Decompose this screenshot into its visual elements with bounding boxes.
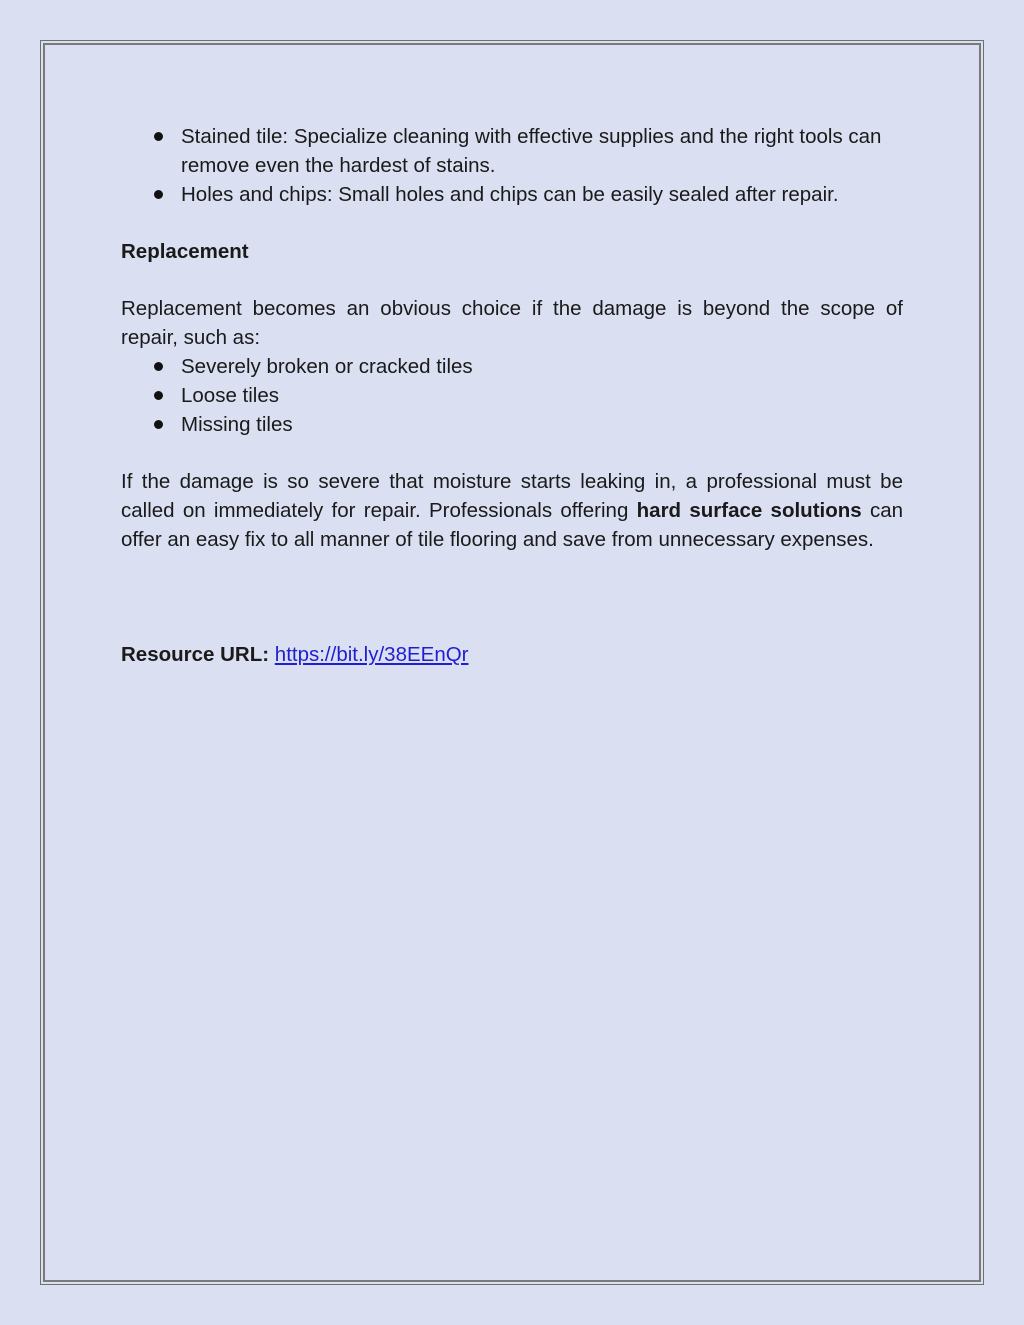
list-item: [121, 180, 903, 209]
closing-text-start: If the damage is so severe that moisture starts leaking in, a professional must be called on immediately for repair. Professionals offering: [121, 470, 903, 522]
bullet-icon: [154, 132, 163, 141]
bullet-icon: [154, 362, 163, 371]
closing-text-end: can offer an easy fix to all manner of tile flooring and save from unnecessary expenses.: [121, 499, 904, 551]
bullet-icon: [154, 190, 163, 199]
section-heading-replacement: Replacement: [121, 240, 249, 263]
bullet-icon: [154, 420, 163, 429]
top-bullet-list: [121, 122, 903, 209]
replacement-bullet-list: [121, 352, 903, 439]
replacement-intro: Replacement becomes an obvious choice if the damage is beyond the scope of repair, such as:: [121, 297, 903, 349]
list-item: [121, 410, 903, 439]
list-item-text: Loose tiles: [181, 384, 280, 407]
list-item-text: Holes and chips: Small holes and chips can be easily sealed after repair.: [181, 183, 839, 206]
list-item-text: Missing tiles: [181, 413, 293, 436]
resource-label: Resource URL:: [121, 643, 270, 666]
closing-bold-phrase: hard surface solutions: [636, 499, 862, 522]
list-item: [121, 381, 903, 410]
bullet-icon: [154, 391, 163, 400]
list-item-text: Stained tile: Specialize cleaning with effective supplies and the right tools can remove even the hardest of stains.: [181, 125, 882, 177]
list-item: [121, 352, 903, 381]
resource-link[interactable]: https://bit.ly/38EEnQr: [274, 643, 469, 666]
list-item-text: Severely broken or cracked tiles: [181, 355, 473, 378]
document-content: [121, 122, 903, 669]
list-item: [121, 122, 903, 180]
resource-line: [121, 640, 903, 669]
closing-paragraph: [121, 467, 903, 554]
